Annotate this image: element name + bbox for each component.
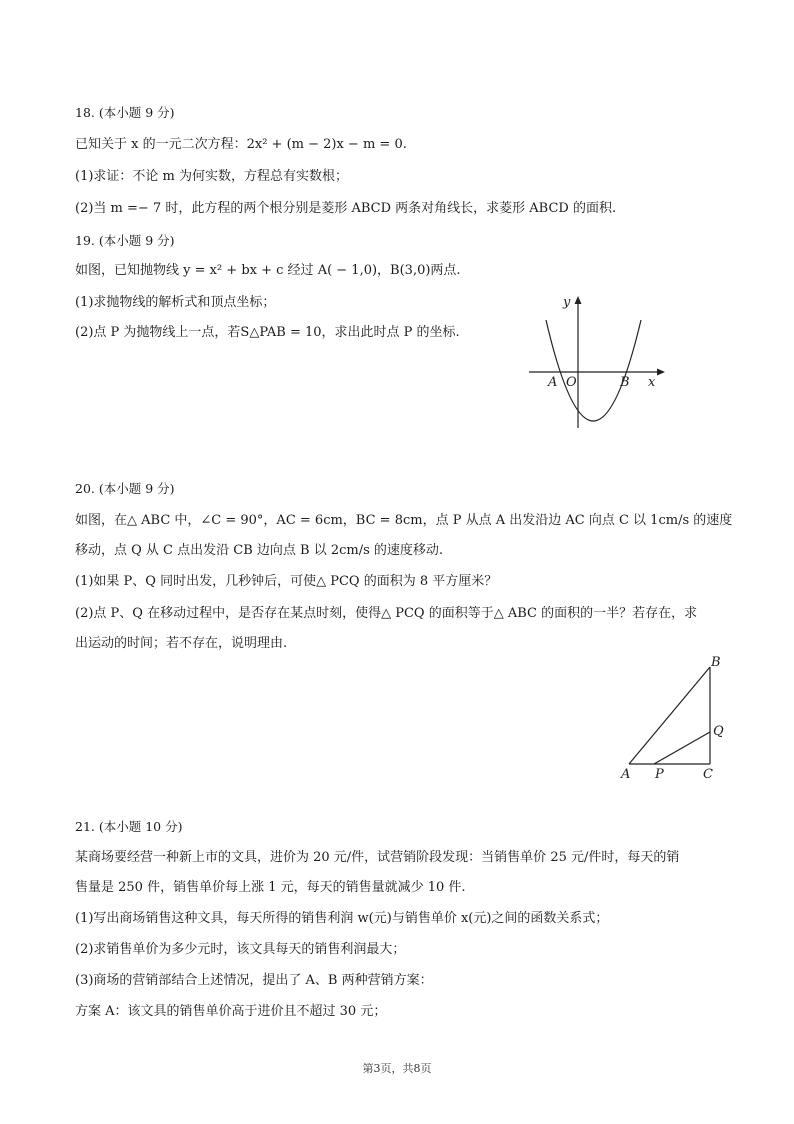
q18-part1: (1)求证：不论 m 为何实数，方程总有实数根； — [75, 169, 349, 184]
page-footer: 第3页，共8页 — [362, 1062, 432, 1075]
label-a: A — [548, 375, 558, 390]
q21-part1: (1)写出商场销售这种文具，每天所得的销售利润 w(元)与销售单价 x(元)之间的函数关系式； — [75, 911, 609, 926]
q19-part1: (1)求抛物线的解析式和顶点坐标； — [75, 295, 276, 310]
label-p: P — [655, 767, 664, 782]
triangle-figure — [615, 650, 730, 785]
q21-part3: (3)商场的营销部结合上述情况，提出了 A、B 两种营销方案： — [75, 973, 433, 988]
q21-stem-line2: 售量是 250 件，销售单价每上涨 1 元，每天的销售量就减少 10 件. — [75, 880, 466, 895]
x-axis-arrow — [657, 369, 665, 376]
q21-header: 21. (本小题 10 分) — [75, 819, 183, 834]
label-c: C — [703, 767, 713, 782]
q21-plan-a: 方案 A：该文具的销售单价高于进价且不超过 30 元； — [75, 1004, 387, 1019]
label-b: B — [711, 655, 721, 670]
q19-stem: 如图，已知抛物线 y = x² + bx + c 经过 A( − 1,0)，B(3,0)两点. — [75, 263, 461, 278]
q19-part2: (2)点 P 为抛物线上一点，若S△PAB = 10，求出此时点 P 的坐标. — [75, 325, 460, 340]
label-o: O — [566, 375, 577, 390]
q18-stem: 已知关于 x 的一元二次方程：2x² + (m − 2)x − m = 0. — [75, 137, 407, 152]
q20-stem-line1: 如图，在△ ABC 中，∠C = 90°，AC = 6cm，BC = 8cm，点 P 从点 A 出发沿边 AC 向点 C 以 1cm/s 的速度 — [75, 513, 733, 528]
label-q: Q — [713, 724, 724, 739]
label-a: A — [621, 767, 631, 782]
q18-header: 18. (本小题 9 分) — [75, 105, 175, 120]
parabola-figure — [525, 290, 675, 430]
parabola-curve — [546, 320, 641, 421]
side-ab — [629, 667, 710, 764]
q20-stem-line2: 移动，点 Q 从 C 点出发沿 CB 边向点 B 以 2cm/s 的速度移动. — [75, 543, 444, 558]
label-y: y — [563, 295, 571, 310]
q20-part2-line2: 出运动的时间；若不存在，说明理由. — [75, 636, 288, 651]
q21-part2: (2)求销售单价为多少元时，该文具每天的销售利润最大； — [75, 942, 406, 957]
q20-part1: (1)如果 P、Q 同时出发，几秒钟后，可使△ PCQ 的面积为 8 平方厘米？ — [75, 574, 498, 589]
q19-header: 19. (本小题 9 分) — [75, 233, 175, 248]
segment-pq — [654, 732, 710, 764]
label-b: B — [620, 375, 630, 390]
q18-part2: (2)当 m =− 7 时，此方程的两个根分别是菱形 ABCD 两条对角线长，求菱形 ABCD 的面积. — [75, 201, 617, 216]
y-axis-arrow — [575, 296, 582, 304]
q21-stem-line1: 某商场要经营一种新上市的文具，进价为 20 元/件，试营销阶段发现：当销售单价 25 元/件时，每天的销 — [75, 850, 680, 865]
q20-part2-line1: (2)点 P、Q 在移动过程中，是否存在某点时刻，使得△ PCQ 的面积等于△ ABC 的面积的一半？若存在，求 — [75, 606, 698, 621]
q20-header: 20. (本小题 9 分) — [75, 481, 175, 496]
label-x: x — [648, 375, 656, 390]
